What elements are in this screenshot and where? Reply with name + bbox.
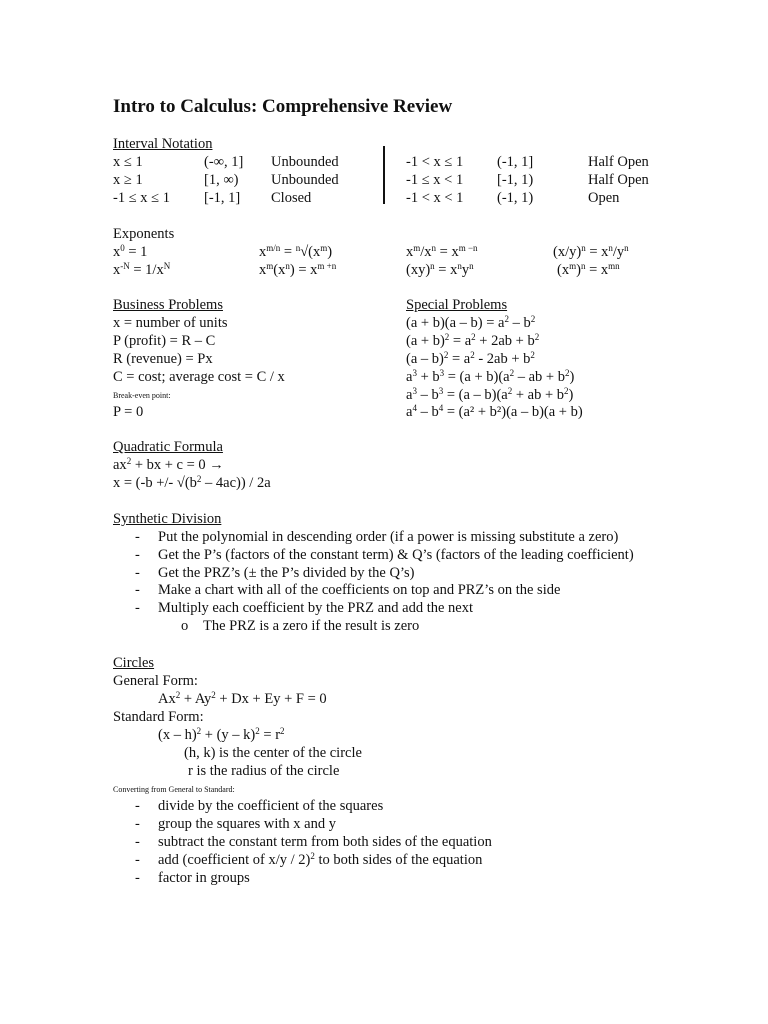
bullet-dash: - xyxy=(135,547,140,563)
exponent-rule: $x^{-N} = 1/x^N$ xyxy=(113,261,171,278)
interval-notation: [-1, 1) xyxy=(497,172,534,188)
convert-step: divide by the coefficient of the squares xyxy=(158,798,384,814)
general-form-equation: $Ax^2 + Ay^2 + Dx + Ey + F = 0$ xyxy=(158,690,327,707)
interval-notation: [-1, 1] xyxy=(204,190,241,206)
quadratic-formula: x = (-b +/- $√(b^2 - 4ac)) / 2a$ xyxy=(113,474,271,491)
interval-type: Unbounded xyxy=(271,154,339,170)
synthetic-heading: Synthetic Division xyxy=(113,511,222,527)
interval-notation: [1, ∞) xyxy=(204,172,239,188)
page-title: Intro to Calculus: Comprehensive Review xyxy=(113,96,453,117)
bullet-dash: - xyxy=(135,852,140,868)
exponent-rule: $x^0 = 1$ xyxy=(113,243,148,260)
synthetic-step: Make a chart with all of the coefficients on top and PRZ’s on the side xyxy=(158,582,561,598)
synthetic-step: Get the PRZ’s (± the P’s divided by the Q’s) xyxy=(158,565,415,581)
special-identity: $a^3 - b^3 = (a - b)(a^2$ + ab + $b^2$) xyxy=(406,386,574,403)
synthetic-substep: The PRZ is a zero if the result is zero xyxy=(203,618,420,634)
special-identity: $a^3 + b^3 = (a + b)(a^2$ – ab + $b^2$) xyxy=(406,368,575,385)
standard-form-label: Standard Form: xyxy=(113,709,204,725)
bullet-dash: - xyxy=(135,600,140,616)
exponent-rule: $(x/y)^n = x^n/y^n$ xyxy=(553,243,629,260)
business-line: P (profit) = R – C xyxy=(113,333,216,349)
special-identity: $(a + b)^2 = a^2 + 2ab + b^2$ xyxy=(406,332,540,349)
interval-ineq: -1 ≤ x ≤ 1 xyxy=(113,190,170,206)
interval-type: Unbounded xyxy=(271,172,339,188)
bullet-dash: - xyxy=(135,816,140,832)
bullet-dash: - xyxy=(135,529,140,545)
special-identity: $a^4 - b^4 = (a^2 + b^2)(a - b)(a + b)$ xyxy=(406,403,583,420)
interval-heading: Interval Notation xyxy=(113,136,213,152)
interval-ineq: -1 < x ≤ 1 xyxy=(406,154,464,170)
interval-ineq: x ≥ 1 xyxy=(113,172,143,188)
interval-type: Half Open xyxy=(588,172,649,188)
interval-ineq: x ≤ 1 xyxy=(113,154,143,170)
interval-notation: (-1, 1) xyxy=(497,190,534,206)
business-heading: Business Problems xyxy=(113,297,223,313)
business-line: C = cost; average cost = C / x xyxy=(113,369,285,385)
radius-note: r is the radius of the circle xyxy=(188,763,340,779)
exponent-rule: $x^m/x^n = x^{m -n}$ xyxy=(406,243,478,260)
convert-label: Converting from General to Standard: xyxy=(113,785,235,794)
circles-heading: Circles xyxy=(113,655,155,671)
special-identity: $(a + b)(a - b) = a^2 - b^2$ xyxy=(406,314,536,331)
center-note: (h, k) is the center of the circle xyxy=(184,745,362,761)
exponent-rule: $x^{m/n} = ^n√(x^m)$ xyxy=(259,243,333,260)
interval-ineq: -1 < x < 1 xyxy=(406,190,464,206)
sub-bullet-marker: o xyxy=(181,618,189,634)
special-heading: Special Problems xyxy=(406,297,508,313)
bullet-dash: - xyxy=(135,834,140,850)
breakeven-formula: P = 0 xyxy=(113,404,144,420)
synthetic-step: Put the polynomial in descending order (if a power is missing substitute a zero) xyxy=(158,529,619,545)
column-divider xyxy=(383,146,385,204)
exponent-rule: $x^m(x^n) = x^{m +n}$ xyxy=(259,261,337,278)
breakeven-label: Break-even point: xyxy=(113,391,171,400)
quadratic-equation: $ax^2$ + bx + c = 0 → xyxy=(113,456,224,473)
standard-form-equation: $(x - h)^2 + (y - k)^2 = r^2$ xyxy=(158,726,285,743)
business-line: x = number of units xyxy=(113,315,228,331)
exponent-rule: $(x^m)^n = x^{mn}$ xyxy=(557,261,620,278)
bullet-dash: - xyxy=(135,582,140,598)
general-form-label: General Form: xyxy=(113,673,198,689)
convert-step: subtract the constant term from both sides of the equation xyxy=(158,834,492,850)
business-line: R (revenue) = Px xyxy=(113,351,213,367)
interval-ineq: -1 ≤ x < 1 xyxy=(406,172,464,188)
exponent-rule: $(xy)^n = x^ny^n$ xyxy=(406,261,474,278)
convert-step: add (coefficient of x/y / 2)$^2$ to both sides of the equation xyxy=(158,851,483,868)
convert-step: factor in groups xyxy=(158,870,250,886)
synthetic-step: Get the P’s (factors of the constant term) & Q’s (factors of the leading coefficient) xyxy=(158,547,634,563)
bullet-dash: - xyxy=(135,565,140,581)
special-identity: $(a - b)^2 = a^2 - 2ab + b^2$ xyxy=(406,350,535,367)
bullet-dash: - xyxy=(135,798,140,814)
interval-notation: (-1, 1] xyxy=(497,154,534,170)
interval-notation: (-∞, 1] xyxy=(204,154,244,170)
bullet-dash: - xyxy=(135,870,140,886)
interval-type: Half Open xyxy=(588,154,649,170)
synthetic-step: Multiply each coefficient by the PRZ and add the next xyxy=(158,600,474,616)
exponents-heading: Exponents xyxy=(113,226,175,242)
interval-type: Closed xyxy=(271,190,312,206)
convert-step: group the squares with x and y xyxy=(158,816,336,832)
interval-type: Open xyxy=(588,190,620,206)
quadratic-heading: Quadratic Formula xyxy=(113,439,223,455)
